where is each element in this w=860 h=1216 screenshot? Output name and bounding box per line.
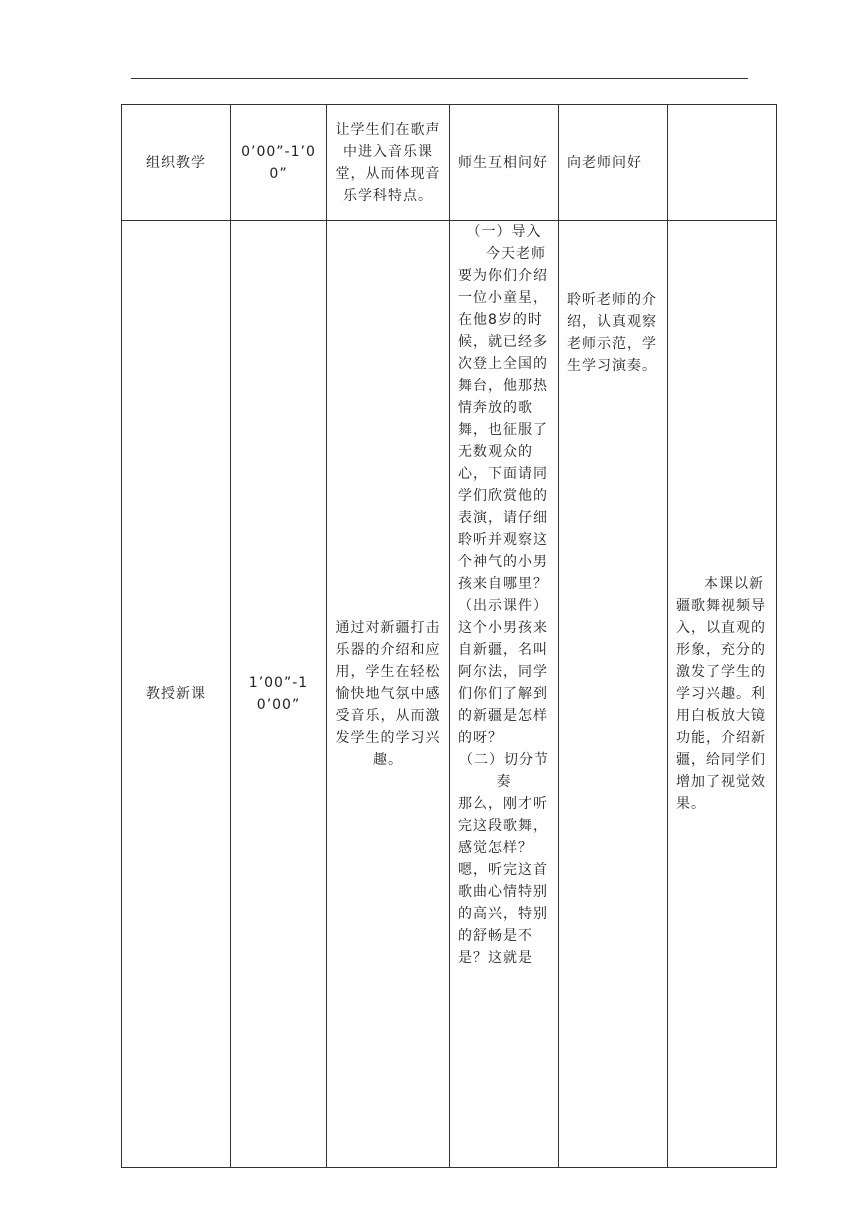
stage-cell: 教授新课 (122, 221, 231, 1168)
teacher-text-rhythm: 那么，刚才听完这段歌舞，感觉怎样？嗯，听完这首歌曲心情特别的高兴，特别的舒畅是不是？这就是 (458, 796, 548, 966)
teacher-heading-rhythm: （二）切分节奏 (459, 752, 549, 790)
teacher-activity-cell (450, 221, 559, 1168)
table-row (122, 221, 777, 1168)
note-cell (668, 105, 777, 221)
teacher-heading-intro: （一）导入 (466, 224, 542, 240)
teacher-text-intro: 今天老师要为你们介绍一位小童星，在他8岁的时候，就已经多次登上全国的舞台，他那热情奔放的歌舞，也征服了无数观众的心，下面请同学们欣赏他的表演，请仔细聆听并观察这个神气的小男孩来自哪里？（出示课件）这个小男孩来自新疆，名叫阿尔法，同学们你们了解到的新疆是怎样的呀？ (458, 246, 548, 746)
time-cell: 1’00”-10’00” (231, 221, 327, 1168)
teacher-activity-cell: 师生互相问好 (450, 105, 559, 221)
student-activity-cell: 聆听老师的介绍，认真观察老师示范，学生学习演奏。 (559, 221, 668, 1168)
note-text: 本课以新疆歌舞视频导入，以直观的形象，充分的激发了学生的学习兴趣。利用白板放大镜功能，介绍新疆，给同学们增加了视觉效果。 (676, 576, 766, 812)
purpose-cell: 让学生们在歌声中进入音乐课堂，从而体现音乐学科特点。 (327, 105, 450, 221)
purpose-cell: 通过对新疆打击乐器的介绍和应用，学生在轻松愉快地气氛中感受音乐，从而激发学生的学习兴趣。 (327, 221, 450, 1168)
table-row (122, 105, 777, 221)
lesson-plan-table (121, 104, 777, 1168)
time-cell: 0’00”-1’00” (231, 105, 327, 221)
stage-cell: 组织教学 (122, 105, 231, 221)
student-activity-cell: 向老师问好 (559, 105, 668, 221)
header-rule (131, 78, 748, 79)
note-cell (668, 221, 777, 1168)
